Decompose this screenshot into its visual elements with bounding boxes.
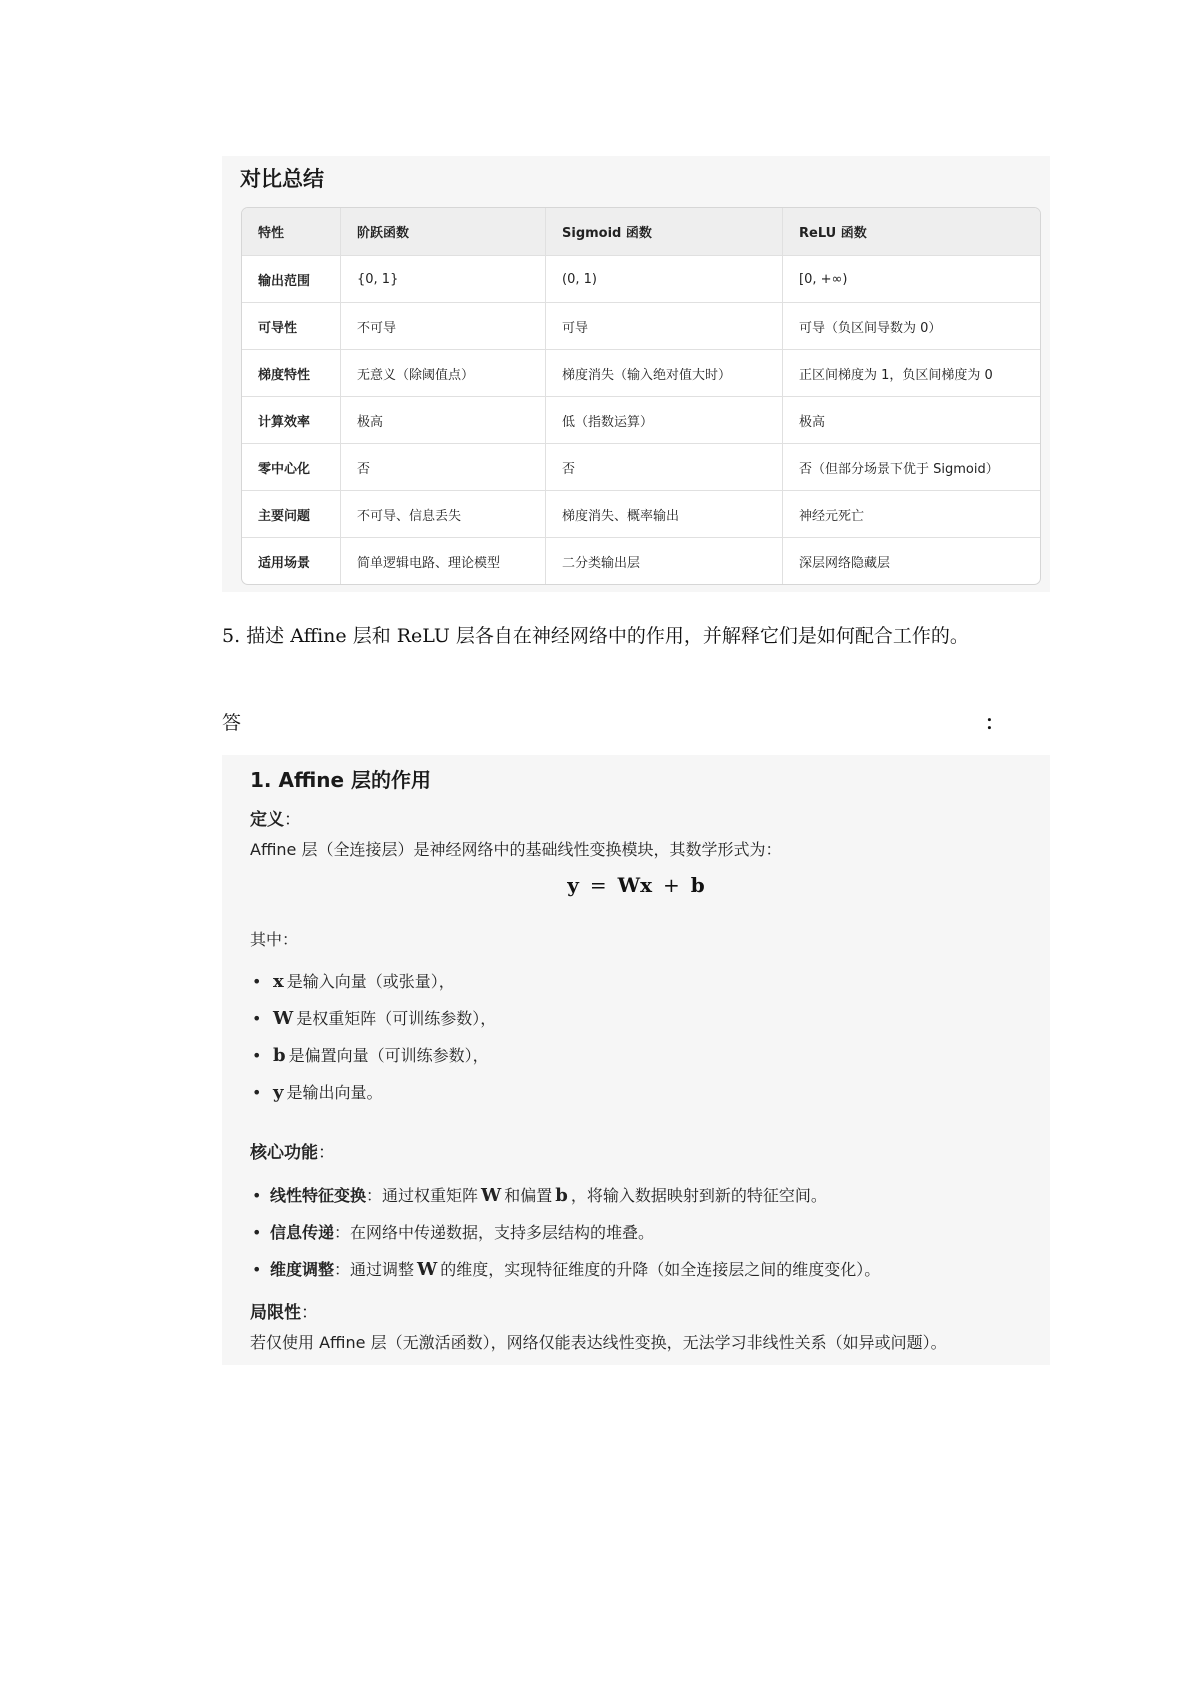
term-label: 信息传递 [270,1223,335,1242]
limit-label-line [250,1300,318,1326]
row-label-cell: 主要问题 [242,491,341,538]
list-item-text: 是输入向量（或张量）， [286,972,455,991]
list-item-text: ：通过权重矩阵 [366,1186,479,1205]
where-label: 其中： [250,930,299,949]
affine-heading: 1. Affine 层的作用 [250,768,432,792]
affine-explanation-panel [222,755,1050,1365]
row-label-cell: 计算效率 [242,397,341,444]
table-cell: 深层网络隐藏层 [799,555,891,571]
math-symbol: b [273,1045,286,1066]
affine-formula [222,873,1050,897]
formula-plus: + [662,873,680,897]
list-item-text: 是权重矩阵（可训练参数）， [296,1009,497,1028]
answer-label: 答 [222,712,242,734]
core-label-line [250,1140,335,1166]
table-cell: 梯度消失、概率输出 [546,491,783,538]
table-cell: 简单逻辑电路、理论模型 [341,538,546,584]
term-label: 维度调整 [270,1260,335,1279]
list-item [250,1004,496,1041]
list-item-text: ：通过调整 [334,1260,415,1279]
row-label-cell: 可导性 [242,303,341,350]
bullet-icon: • [252,1260,262,1279]
table-cell: 否 [341,444,546,491]
table-cell: 无意义（除阈值点） [341,350,546,397]
table-cell: 梯度消失（输入绝对值大时） [546,350,783,397]
row-label-cell: 适用场景 [242,538,341,584]
math-symbol: x [273,971,284,992]
definition-label: 定义 [250,810,284,830]
math-symbol: W [273,1008,294,1029]
bullet-icon: • [252,972,262,991]
question-text: 5. 描述 Affine 层和 ReLU 层各自在神经网络中的作用，并解释它们是如何配合工作的。 [222,625,969,647]
limit-text: 若仅使用 Affine 层（无激活函数），网络仅能表达线性变换，无法学习非线性关系（如异或问题）。 [250,1333,947,1352]
table-header-cell: 阶跃函数 [341,208,546,256]
formula-y: y [567,873,579,897]
list-item-text: 是输出向量。 [286,1083,383,1102]
comparison-heading: 对比总结 [240,167,324,191]
table-cell: 神经元死亡 [783,491,1040,538]
table-cell: 二分类输出层 [546,538,783,584]
math-symbol: b [555,1185,568,1206]
comparison-table [241,207,1041,585]
row-label-cell: 输出范围 [242,256,341,303]
list-item-text: 的维度，实现特征维度的升降（如全连接层之间的维度变化）。 [440,1260,881,1279]
term-label: 线性特征变换 [270,1186,367,1205]
colon: ： [301,1303,318,1323]
table-cell: (0, 1) [546,256,783,303]
table-cell: {0, 1} [341,256,546,303]
list-item [250,1255,880,1292]
table-header-cell: 特性 [242,208,341,256]
colon: ： [284,810,301,830]
bullet-icon: • [252,1009,262,1028]
table-cell: 不可导、信息丢失 [341,491,546,538]
table-header-row [242,208,1040,256]
table-cell: 否 [546,444,783,491]
math-symbol: W [417,1259,438,1280]
limit-label: 局限性 [250,1303,301,1323]
table-cell: 低（指数运算） [546,397,783,444]
table-row [242,350,1040,397]
row-label-cell: 零中心化 [242,444,341,491]
table-row [242,538,1040,584]
list-item-text: ：在网络中传递数据，支持多层结构的堆叠。 [334,1223,655,1242]
comparison-summary-panel [222,156,1050,592]
bullet-icon: • [252,1223,262,1242]
table-row [242,256,1040,303]
list-item [250,967,496,1004]
list-item-text: ，将输入数据映射到新的特征空间。 [570,1186,827,1205]
core-function-list [250,1181,880,1292]
formula-b: b [690,873,705,897]
table-row [242,444,1040,491]
answer-colon: ： [985,712,1005,734]
list-item-text: 是偏置向量（可训练参数）， [288,1046,489,1065]
table-cell: 极高 [783,397,1040,444]
table-cell: 可导 [546,303,783,350]
list-item-text: 和偏置 [504,1186,553,1205]
list-item [250,1041,496,1078]
table-row [242,397,1040,444]
table-cell: 可导（负区间导数为 0） [783,303,1040,350]
table-cell: 正区间梯度为 1，负区间梯度为 0 [783,350,1040,397]
row-label-cell: 梯度特性 [242,350,341,397]
colon: ： [318,1143,335,1163]
table-row [242,491,1040,538]
formula-wx: Wx [617,873,653,897]
table-cell: 极高 [341,397,546,444]
table-header-cell: ReLU 函数 [783,208,1040,256]
list-item [250,1181,880,1218]
where-list [250,967,496,1115]
bullet-icon: • [252,1046,262,1065]
list-item [250,1218,880,1255]
math-symbol: W [481,1185,502,1206]
definition-label-line [250,807,301,833]
formula-equals: = [589,873,607,897]
table-cell: 不可导 [341,303,546,350]
table-row [242,303,1040,350]
core-label: 核心功能 [250,1143,318,1163]
bullet-icon: • [252,1186,262,1205]
table-header-cell: Sigmoid 函数 [546,208,783,256]
table-cell: [0, +∞) [783,256,1040,303]
list-item [250,1078,496,1115]
definition-text: Affine 层（全连接层）是神经网络中的基础线性变换模块，其数学形式为： [250,840,782,859]
table-cell: 否（但部分场景下优于 Sigmoid） [783,444,1040,491]
bullet-icon: • [252,1083,262,1102]
math-symbol: y [273,1082,284,1103]
